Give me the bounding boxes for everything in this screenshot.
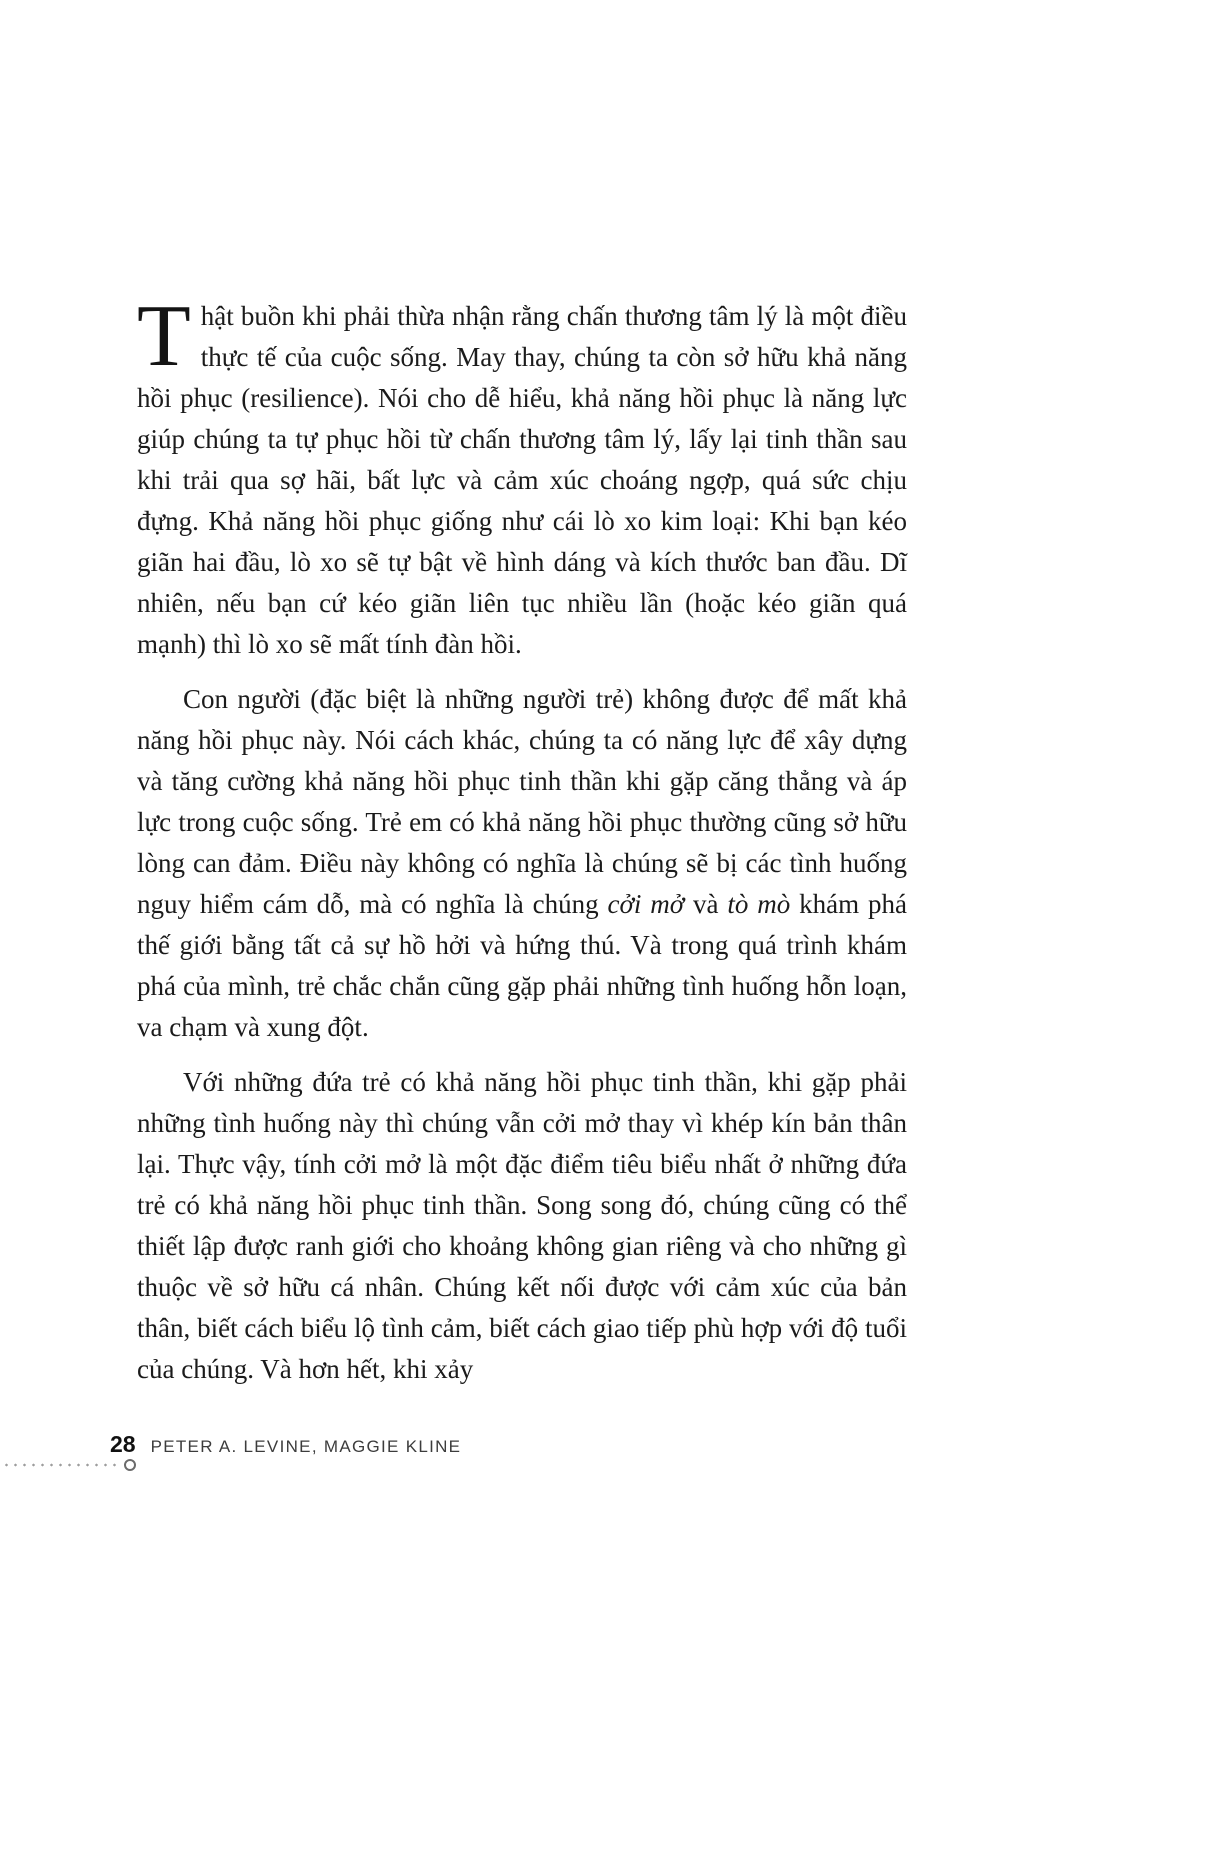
- body-text: [137, 288, 907, 1390]
- footer-dotted-line: [2, 1463, 118, 1467]
- footer-circle-ornament: [124, 1459, 136, 1471]
- page-number: 28: [110, 1431, 136, 1457]
- paragraph-2: Con người (đặc biệt là những người trẻ) không được để mất khả năng hồi phục này. Nói cách khác, chúng ta có năng lực để xây dựng và tăng cường khả năng hồi phục tinh thần khi gặp căng thẳng và áp lực trong cuộc sống. Trẻ em có khả năng hồi phục thường cũng sở hữu lòng can đảm. Điều này không có nghĩa là chúng sẽ bị các tình huống nguy hiểm cám dỗ, mà có nghĩa là chúng cởi mở và tò mò khám phá thế giới bằng tất cả sự hồ hởi và hứng thú. Và trong quá trình khám phá của mình, trẻ chắc chắn cũng gặp phải những tình huống hỗn loạn, va chạm và xung đột.: [137, 684, 907, 1042]
- paragraph-1: Thật buồn khi phải thừa nhận rằng chấn thương tâm lý là một điều thực tế của cuộc sống. May thay, chúng ta còn sở hữu khả năng hồi phục (resilience). Nói cho dễ hiểu, khả năng hồi phục là năng lực giúp chúng ta tự phục hồi từ chấn thương tâm lý, lấy lại tinh thần sau khi trải qua sợ hãi, bất lực và cảm xúc choáng ngợp, quá sức chịu đựng. Khả năng hồi phục giống như cái lò xo kim loại: Khi bạn kéo giãn hai đầu, lò xo sẽ tự bật về hình dáng và kích thước ban đầu. Dĩ nhiên, nếu bạn cứ kéo giãn liên tục nhiều lần (hoặc kéo giãn quá mạnh) thì lò xo sẽ mất tính đàn hồi.: [137, 288, 907, 659]
- running-footer-authors: PETER A. LEVINE, MAGGIE KLINE: [150, 1437, 462, 1456]
- paragraph-3: Với những đứa trẻ có khả năng hồi phục tinh thần, khi gặp phải những tình huống này thì chúng vẫn cởi mở thay vì khép kín bản thân lại. Thực vậy, tính cởi mở là một đặc điểm tiêu biểu nhất ở những đứa trẻ có khả năng hồi phục tinh thần. Song song đó, chúng cũng có thể thiết lập được ranh giới cho khoảng không gian riêng và cho những gì thuộc về sở hữu cá nhân. Chúng kết nối được với cảm xúc của bản thân, biết cách biểu lộ tình cảm, biết cách giao tiếp phù hợp với độ tuổi của chúng. Và hơn hết, khi xảy: [137, 1067, 907, 1384]
- page-footer: [110, 1431, 461, 1458]
- drop-cap: T: [137, 288, 191, 385]
